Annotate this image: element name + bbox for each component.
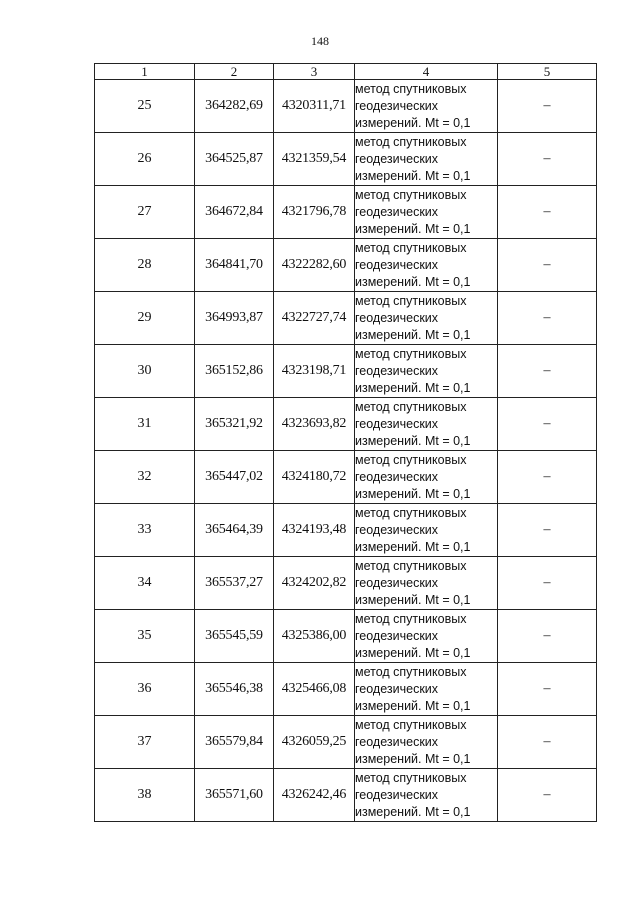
- method-line: геодезических: [355, 787, 439, 802]
- coordinates-table: [94, 63, 597, 822]
- method-line: метод спутниковых: [355, 717, 467, 732]
- y-coordinate-cell: 4324202,82: [274, 557, 355, 610]
- column-header: 4: [355, 64, 498, 80]
- point-number-cell: 26: [95, 133, 195, 186]
- point-number-cell: 35: [95, 610, 195, 663]
- method-line: метод спутниковых: [355, 770, 467, 785]
- method-line: геодезических: [355, 416, 439, 431]
- method-line: геодезических: [355, 363, 439, 378]
- method-cell: [355, 186, 498, 239]
- table-row: [95, 663, 597, 716]
- note-cell: –: [498, 610, 597, 663]
- table-row: [95, 345, 597, 398]
- table-row: [95, 133, 597, 186]
- method-line: метод спутниковых: [355, 452, 467, 467]
- point-number-cell: 33: [95, 504, 195, 557]
- note-cell: –: [498, 557, 597, 610]
- note-cell: –: [498, 292, 597, 345]
- point-number-cell: 34: [95, 557, 195, 610]
- table-row: [95, 239, 597, 292]
- method-cell: [355, 557, 498, 610]
- page-number: 148: [311, 34, 329, 48]
- point-number-cell: 25: [95, 80, 195, 133]
- x-coordinate-cell: 364525,87: [195, 133, 274, 186]
- y-coordinate-cell: 4321359,54: [274, 133, 355, 186]
- point-number-cell: 27: [95, 186, 195, 239]
- method-cell: [355, 610, 498, 663]
- table-row: [95, 186, 597, 239]
- method-line: геодезических: [355, 204, 439, 219]
- table-row: [95, 557, 597, 610]
- table-row: [95, 716, 597, 769]
- note-cell: –: [498, 345, 597, 398]
- x-coordinate-cell: 365152,86: [195, 345, 274, 398]
- method-cell: [355, 133, 498, 186]
- point-number-cell: 31: [95, 398, 195, 451]
- table-row: [95, 80, 597, 133]
- y-coordinate-cell: 4321796,78: [274, 186, 355, 239]
- y-coordinate-cell: 4323198,71: [274, 345, 355, 398]
- y-coordinate-cell: 4326059,25: [274, 716, 355, 769]
- table-row: [95, 398, 597, 451]
- method-line: метод спутниковых: [355, 240, 467, 255]
- x-coordinate-cell: 365579,84: [195, 716, 274, 769]
- note-cell: –: [498, 663, 597, 716]
- x-coordinate-cell: 365464,39: [195, 504, 274, 557]
- y-coordinate-cell: 4322282,60: [274, 239, 355, 292]
- method-cell: [355, 345, 498, 398]
- column-header: 2: [195, 64, 274, 80]
- method-line: метод спутниковых: [355, 664, 467, 679]
- table-header-row: [95, 64, 597, 80]
- table-row: [95, 451, 597, 504]
- table-row: [95, 610, 597, 663]
- method-line: измерений. Mt = 0,1: [355, 486, 471, 501]
- method-cell: [355, 663, 498, 716]
- method-line: измерений. Mt = 0,1: [355, 804, 471, 819]
- x-coordinate-cell: 364282,69: [195, 80, 274, 133]
- y-coordinate-cell: 4326242,46: [274, 769, 355, 822]
- method-cell: [355, 239, 498, 292]
- method-cell: [355, 80, 498, 133]
- method-line: геодезических: [355, 628, 439, 643]
- x-coordinate-cell: 365537,27: [195, 557, 274, 610]
- method-line: геодезических: [355, 257, 439, 272]
- y-coordinate-cell: 4323693,82: [274, 398, 355, 451]
- method-line: метод спутниковых: [355, 399, 467, 414]
- method-line: метод спутниковых: [355, 611, 467, 626]
- method-cell: [355, 769, 498, 822]
- method-line: измерений. Mt = 0,1: [355, 539, 471, 554]
- method-line: метод спутниковых: [355, 81, 467, 96]
- point-number-cell: 30: [95, 345, 195, 398]
- point-number-cell: 38: [95, 769, 195, 822]
- method-line: геодезических: [355, 469, 439, 484]
- method-line: измерений. Mt = 0,1: [355, 380, 471, 395]
- y-coordinate-cell: 4320311,71: [274, 80, 355, 133]
- x-coordinate-cell: 364841,70: [195, 239, 274, 292]
- method-line: измерений. Mt = 0,1: [355, 698, 471, 713]
- method-line: метод спутниковых: [355, 187, 467, 202]
- point-number-cell: 29: [95, 292, 195, 345]
- x-coordinate-cell: 365546,38: [195, 663, 274, 716]
- note-cell: –: [498, 716, 597, 769]
- method-cell: [355, 451, 498, 504]
- method-line: геодезических: [355, 734, 439, 749]
- y-coordinate-cell: 4322727,74: [274, 292, 355, 345]
- method-line: геодезических: [355, 310, 439, 325]
- note-cell: –: [498, 451, 597, 504]
- x-coordinate-cell: 364993,87: [195, 292, 274, 345]
- point-number-cell: 28: [95, 239, 195, 292]
- method-line: измерений. Mt = 0,1: [355, 115, 471, 130]
- note-cell: –: [498, 398, 597, 451]
- method-line: геодезических: [355, 98, 439, 113]
- table-row: [95, 292, 597, 345]
- table-row: [95, 769, 597, 822]
- y-coordinate-cell: 4325386,00: [274, 610, 355, 663]
- method-line: геодезических: [355, 575, 439, 590]
- y-coordinate-cell: 4324180,72: [274, 451, 355, 504]
- method-cell: [355, 504, 498, 557]
- column-header: 1: [95, 64, 195, 80]
- table-row: [95, 504, 597, 557]
- note-cell: –: [498, 80, 597, 133]
- note-cell: –: [498, 186, 597, 239]
- method-line: метод спутниковых: [355, 505, 467, 520]
- method-cell: [355, 716, 498, 769]
- x-coordinate-cell: 365447,02: [195, 451, 274, 504]
- x-coordinate-cell: 365545,59: [195, 610, 274, 663]
- method-line: измерений. Mt = 0,1: [355, 433, 471, 448]
- method-line: метод спутниковых: [355, 558, 467, 573]
- method-line: измерений. Mt = 0,1: [355, 274, 471, 289]
- method-line: метод спутниковых: [355, 346, 467, 361]
- column-header: 3: [274, 64, 355, 80]
- note-cell: –: [498, 504, 597, 557]
- point-number-cell: 37: [95, 716, 195, 769]
- y-coordinate-cell: 4325466,08: [274, 663, 355, 716]
- note-cell: –: [498, 239, 597, 292]
- note-cell: –: [498, 769, 597, 822]
- x-coordinate-cell: 365571,60: [195, 769, 274, 822]
- method-line: измерений. Mt = 0,1: [355, 327, 471, 342]
- x-coordinate-cell: 365321,92: [195, 398, 274, 451]
- method-cell: [355, 292, 498, 345]
- method-line: измерений. Mt = 0,1: [355, 645, 471, 660]
- note-cell: –: [498, 133, 597, 186]
- method-line: геодезических: [355, 522, 439, 537]
- method-line: измерений. Mt = 0,1: [355, 751, 471, 766]
- method-line: метод спутниковых: [355, 134, 467, 149]
- x-coordinate-cell: 364672,84: [195, 186, 274, 239]
- method-line: измерений. Mt = 0,1: [355, 592, 471, 607]
- method-line: метод спутниковых: [355, 293, 467, 308]
- method-cell: [355, 398, 498, 451]
- y-coordinate-cell: 4324193,48: [274, 504, 355, 557]
- column-header: 5: [498, 64, 597, 80]
- method-line: измерений. Mt = 0,1: [355, 168, 471, 183]
- method-line: геодезических: [355, 151, 439, 166]
- method-line: измерений. Mt = 0,1: [355, 221, 471, 236]
- point-number-cell: 32: [95, 451, 195, 504]
- point-number-cell: 36: [95, 663, 195, 716]
- method-line: геодезических: [355, 681, 439, 696]
